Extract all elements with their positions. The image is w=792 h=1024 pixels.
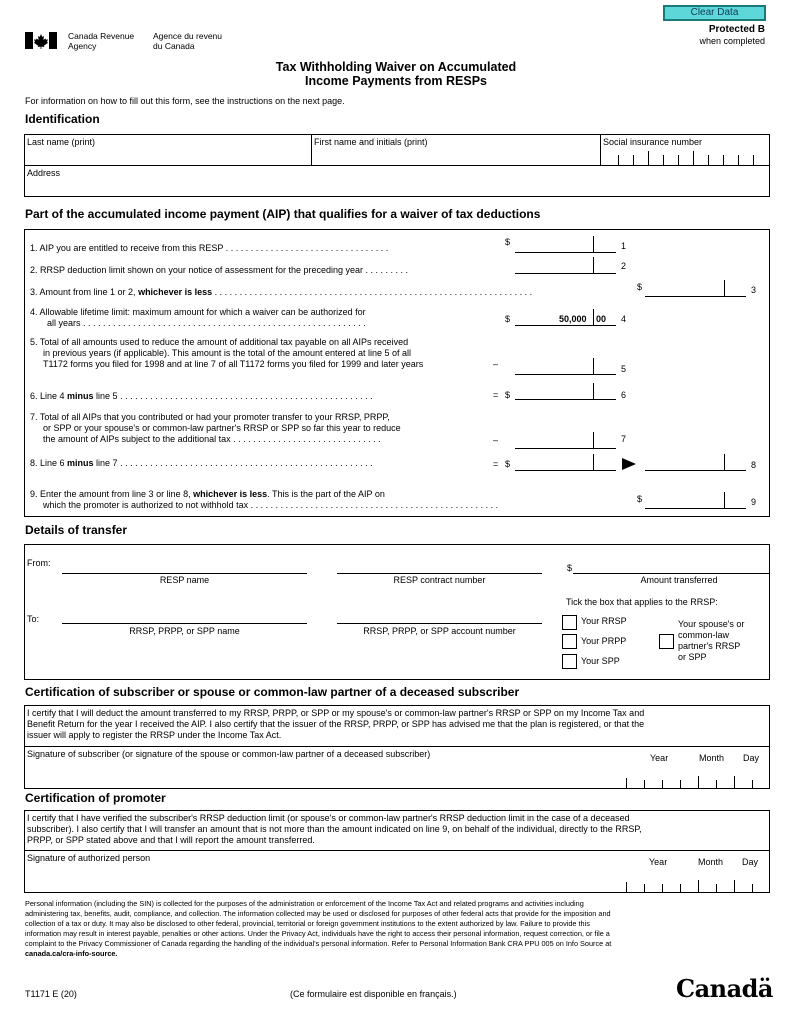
- promoter-month-label: Month: [698, 857, 724, 867]
- resp-contract-label: RESP contract number: [393, 575, 486, 585]
- line-5-text-2: in previous years (if applicable). This amount is the total of the amount entered at line 5 of all: [43, 348, 412, 358]
- cert-promoter-heading: Certification of promoter: [25, 791, 166, 805]
- spouse-label-1: Your spouse's or: [678, 619, 745, 629]
- spouse-label-2: common-law: [678, 630, 730, 640]
- plan-account-input[interactable]: [337, 623, 542, 624]
- cert-promoter-text-2: subscriber). I also certify that I will transfer an amount that is not more than the amount indicated on line 9, on behalf of the individual, directly to the RRSP,: [27, 824, 642, 834]
- cert-subscriber-text-2: Benefit Return for the year I received the AIP. I also certify that the issuer of the RRSP, PRPP, or SPP has advised me that the plan is registered, or that the: [27, 719, 645, 729]
- canada-wordmark: Canadä: [676, 974, 773, 1003]
- line-6-operator: =: [493, 390, 499, 400]
- line-6-input[interactable]: [515, 399, 616, 400]
- line-9-dollar: $: [637, 494, 643, 504]
- line-2-number: 2: [621, 261, 627, 271]
- cert-promoter-text-1: I certify that I have verified the subscriber's RRSP deduction limit (or spouse's or common-law partner's RRSP deduction limit in the case of a deceased: [27, 813, 630, 823]
- line-8-dollar: $: [505, 459, 511, 469]
- line-5-text-1: 5. Total of all amounts used to reduce the amount of additional tax payable on all AIPs received: [30, 337, 409, 347]
- line-9-text-1: 9. Enter the amount from line 3 or line 8, whichever is less. This is the part of the AIP on: [30, 489, 385, 499]
- line-9-number: 9: [751, 497, 757, 507]
- resp-name-input[interactable]: [62, 573, 307, 574]
- transfer-box: [24, 544, 770, 680]
- your-prpp-label: Your PRPP: [581, 636, 627, 646]
- tick-instruction: Tick the box that applies to the RRSP:: [566, 597, 718, 607]
- transfer-dollar: $: [567, 563, 573, 573]
- line-4-dollar: $: [505, 314, 511, 324]
- line-1-input[interactable]: [515, 252, 616, 253]
- line-4-text-2: all years . . . . . . . . . . . . . . . . . . . . . . . . . . . . . . . . . . . . . . . . . . . . . . . . . . . . . . . . .: [47, 318, 366, 328]
- line-4-text-1: 4. Allowable lifetime limit: maximum amount for which a waiver can be authorized for: [30, 307, 366, 317]
- privacy-link[interactable]: canada.ca/cra-info-source.: [25, 949, 118, 958]
- protected-label: Protected B: [708, 24, 765, 35]
- line-3-input[interactable]: [645, 296, 746, 297]
- line-3-text: 3. Amount from line 1 or 2, whichever is less . . . . . . . . . . . . . . . . . . . . . . . . . . . . . . . . . . . . . . . . . . . . . . . . . . . . . . . . . . . . . . . .: [30, 287, 533, 297]
- to-label: To:: [27, 614, 40, 624]
- promoter-signature-field[interactable]: Signature of authorized person: [27, 853, 151, 863]
- privacy-line-3: collection of a tax or duty. It may also be disclosed to other federal, provincial, territorial or foreign government institutions to the extent authorized by law. Failure to provide this: [25, 919, 590, 928]
- arrow-right-icon: [622, 457, 636, 475]
- privacy-line-5: complaint to the Privacy Commissioner of Canada regarding the handling of the individual's personal information. Refer to Personal Information Bank CRA PPU 005 on Info Source at: [25, 939, 612, 948]
- line-7-text-1: 7. Total of all AIPs that you contributed or had your promoter transfer to your RRSP, PRPP,: [30, 412, 390, 422]
- agency-name-fr-1: Agence du revenu: [153, 31, 222, 41]
- your-rrsp-checkbox[interactable]: [562, 615, 577, 630]
- form-title-1: Tax Withholding Waiver on Accumulated: [275, 60, 517, 74]
- line-7-number: 7: [621, 434, 627, 444]
- line-6-dollar: $: [505, 390, 511, 400]
- line-8-number: 8: [751, 460, 757, 470]
- line-7-input[interactable]: [515, 448, 616, 449]
- aip-heading: Part of the accumulated income payment (AIP) that qualifies for a waiver of tax deductions: [25, 207, 541, 221]
- line-5-text-3: T1172 forms you filed for 1998 and at line 7 of all T1172 forms you filed for 1999 and later years: [43, 359, 424, 369]
- your-prpp-checkbox[interactable]: [562, 634, 577, 649]
- resp-name-label: RESP name: [159, 575, 210, 585]
- agency-name-en-2: Agency: [68, 41, 97, 51]
- cert-subscriber-text-1: I certify that I will deduct the amount transferred to my RRSP, PRPP, or SPP or my spouse's or common-law partner's RRSP or SPP on my Income Tax and: [27, 708, 645, 718]
- spouse-label-4: or SPP: [678, 652, 707, 662]
- plan-account-label: RRSP, PRPP, or SPP account number: [363, 626, 516, 636]
- subscriber-year-label: Year: [650, 753, 669, 763]
- agency-name-en-1: Canada Revenue: [68, 31, 135, 41]
- privacy-line-4: information may result in interest payable, penalties or other actions. Under the Privacy Act, individuals have the right to access their personal information, request correction, or file a: [25, 929, 610, 938]
- line-5-input[interactable]: [515, 374, 616, 375]
- line-9-input[interactable]: [645, 508, 746, 509]
- sin-field[interactable]: Social insurance number: [603, 137, 703, 147]
- line-6-text: 6. Line 4 minus line 5 . . . . . . . . . . . . . . . . . . . . . . . . . . . . . . . . . . . . . . . . . . . . . . . . . . .: [30, 391, 373, 401]
- line-1-number: 1: [621, 241, 627, 251]
- line-4-value: 50,000: [559, 314, 587, 324]
- amount-input[interactable]: [573, 573, 770, 574]
- spouse-label-3: partner's RRSP: [678, 641, 741, 651]
- form-id: T1171 E (20): [25, 989, 77, 999]
- line-3-dollar: $: [637, 282, 643, 292]
- first-name-field[interactable]: First name and initials (print): [314, 137, 428, 147]
- line-5-operator: –: [493, 359, 499, 369]
- plan-name-input[interactable]: [62, 623, 307, 624]
- line-1-dollar: $: [505, 237, 511, 247]
- french-availability: (Ce formulaire est disponible en français.): [290, 989, 457, 999]
- line-2-text: 2. RRSP deduction limit shown on your notice of assessment for the preceding year . . . . . . . . .: [30, 265, 409, 275]
- from-label: From:: [27, 558, 51, 568]
- identification-heading: Identification: [25, 112, 100, 126]
- line-8-text: 8. Line 6 minus line 7 . . . . . . . . . . . . . . . . . . . . . . . . . . . . . . . . . . . . . . . . . . . . . . . . . . .: [30, 458, 373, 468]
- cert-subscriber-text-3: issuer will apply to register the RRSP under the Income Tax Act.: [27, 730, 282, 740]
- line-7-text-2: or SPP or your spouse's or common-law partner's RRSP or SPP so far this year to reduce: [43, 423, 401, 433]
- privacy-line-2: administering tax, benefits, audit, compliance, and collection. The information collected may be used or disclosed for purposes of other federal acts that provide for the imposition and: [25, 909, 611, 918]
- line-1-text: 1. AIP you are entitled to receive from this RESP . . . . . . . . . . . . . . . . . . . . . . . . . . . . . . . . .: [30, 243, 389, 253]
- line-5-number: 5: [621, 364, 627, 374]
- resp-contract-input[interactable]: [337, 573, 542, 574]
- cert-promoter-text-3: PRPP, or SPP stated above and that I will report the amount transferred.: [27, 835, 315, 845]
- promoter-year-label: Year: [649, 857, 668, 867]
- cert-subscriber-heading: Certification of subscriber or spouse or common-law partner of a deceased subscriber: [25, 685, 520, 699]
- last-name-field[interactable]: Last name (print): [27, 137, 96, 147]
- info-line: For information on how to fill out this form, see the instructions on the next page.: [25, 96, 345, 106]
- clear-data-button[interactable]: Clear Data: [663, 5, 766, 21]
- line-4-cents: 00: [596, 314, 607, 324]
- line-7-operator: –: [493, 435, 499, 445]
- spouse-rrsp-checkbox[interactable]: [659, 634, 674, 649]
- subscriber-day-label: Day: [743, 753, 760, 763]
- agency-name-fr-2: du Canada: [153, 41, 195, 51]
- your-rrsp-label: Your RRSP: [581, 616, 627, 626]
- form-title-2: Income Payments from RESPs: [304, 74, 487, 88]
- transfer-heading: Details of transfer: [25, 523, 128, 537]
- line-8-input[interactable]: [515, 470, 616, 471]
- promoter-day-label: Day: [742, 857, 759, 867]
- line-9-text-2: which the promoter is authorized to not withhold tax . . . . . . . . . . . . . . . . . . . . . . . . . . . . . . . . . . . . . . . . . . . . . . . . . .: [43, 500, 499, 510]
- amount-label: Amount transferred: [640, 575, 718, 585]
- line-6-number: 6: [621, 390, 627, 400]
- your-spp-checkbox[interactable]: [562, 654, 577, 669]
- plan-name-label: RRSP, PRPP, or SPP name: [129, 626, 240, 636]
- address-field[interactable]: Address: [27, 168, 61, 178]
- line-7-text-3: the amount of AIPs subject to the additional tax . . . . . . . . . . . . . . . . . . . . . . . . . . . . . .: [43, 434, 381, 444]
- subscriber-month-label: Month: [699, 753, 725, 763]
- line-8-operator: =: [493, 459, 499, 469]
- canada-flag-icon: [25, 32, 57, 49]
- subscriber-signature-field[interactable]: Signature of subscriber (or signature of the spouse or common-law partner of a deceased subscriber): [27, 749, 431, 759]
- line-2-input[interactable]: [515, 273, 616, 274]
- line-4-number: 4: [621, 314, 627, 324]
- privacy-line-1: Personal information (including the SIN) is collected for the purposes of the administration or enforcement of the Income Tax Act and related programs and activities including: [25, 899, 584, 908]
- your-spp-label: Your SPP: [581, 656, 620, 666]
- when-completed-label: when completed: [699, 36, 765, 46]
- line-3-number: 3: [751, 285, 757, 295]
